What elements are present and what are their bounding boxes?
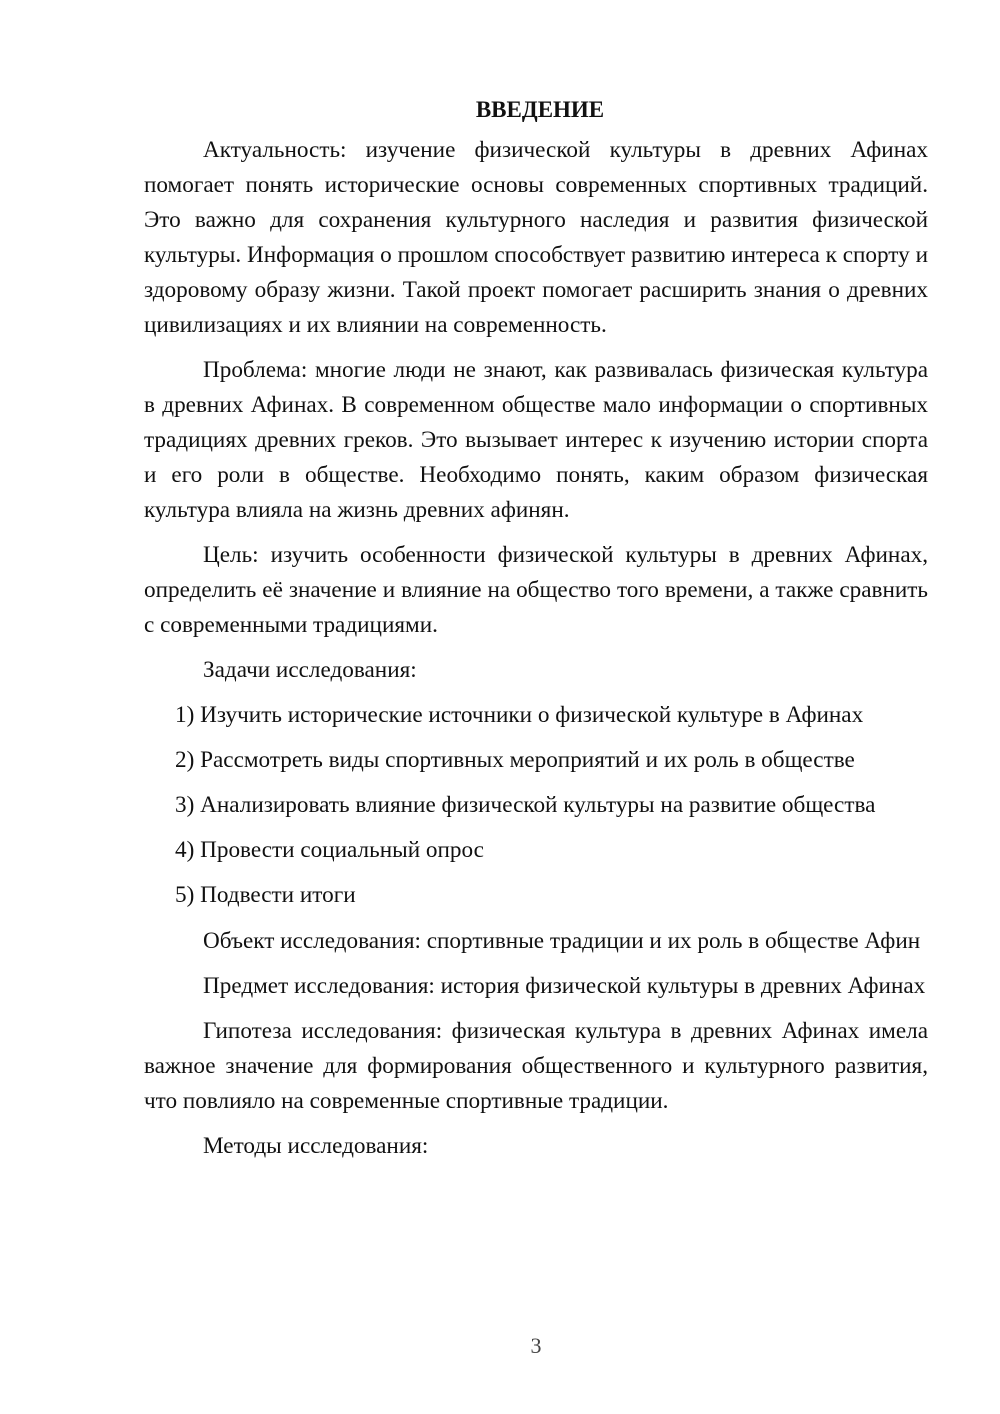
list-item: 1) Изучить исторические источники о физической культуре в Афинах — [175, 702, 864, 728]
methods-label: Методы исследования: — [203, 1133, 429, 1159]
list-item: 3) Анализировать влияние физической культуры на развитие общества — [175, 792, 876, 818]
list-item: 5) Подвести итоги — [175, 882, 356, 908]
list-item: 2) Рассмотреть виды спортивных мероприятий и их роль в обществе — [175, 747, 855, 773]
tasks-label: Задачи исследования: — [203, 657, 417, 683]
document-page — [144, 92, 928, 1174]
hypothesis-paragraph: Гипотеза исследования: физическая культура в древних Афинах имела важное значение для формирования общественного и культурного развития, что повлияло на современные спортивные традиции. — [144, 1018, 928, 1114]
goal-paragraph: Цель: изучить особенности физической культуры в древних Афинах, определить её значение и влияние на общество того времени, а также сравнить с современными традициями. — [144, 542, 928, 638]
relevance-paragraph: Актуальность: изучение физической культуры в древних Афинах помогает понять исторические основы современных спортивных традиций. Это важно для сохранения культурного наследия и развития физической культуры. Информация о прошлом способствует развитию интереса к спорту и здоровому образу жизни. Такой проект помогает расширить знания о древних цивилизациях и их влиянии на современность. — [144, 137, 928, 338]
list-item: 4) Провести социальный опрос — [175, 837, 484, 863]
subject-paragraph: Предмет исследования: история физической культуры в древних Афинах — [203, 973, 926, 999]
tasks-list — [144, 698, 928, 913]
page-number: 3 — [530, 1333, 542, 1358]
page-title: ВВЕДЕНИЕ — [475, 97, 605, 122]
object-paragraph: Объект исследования: спортивные традиции и их роль в обществе Афин — [203, 928, 921, 954]
problem-paragraph: Проблема: многие люди не знают, как развивалась физическая культура в древних Афинах. В современном обществе мало информации о спортивных традициях древних греков. Это вызывает интерес к изучению истории спорта и его роли в обществе. Необходимо понять, каким образом физическая культура влияла на жизнь древних афинян. — [144, 357, 928, 523]
